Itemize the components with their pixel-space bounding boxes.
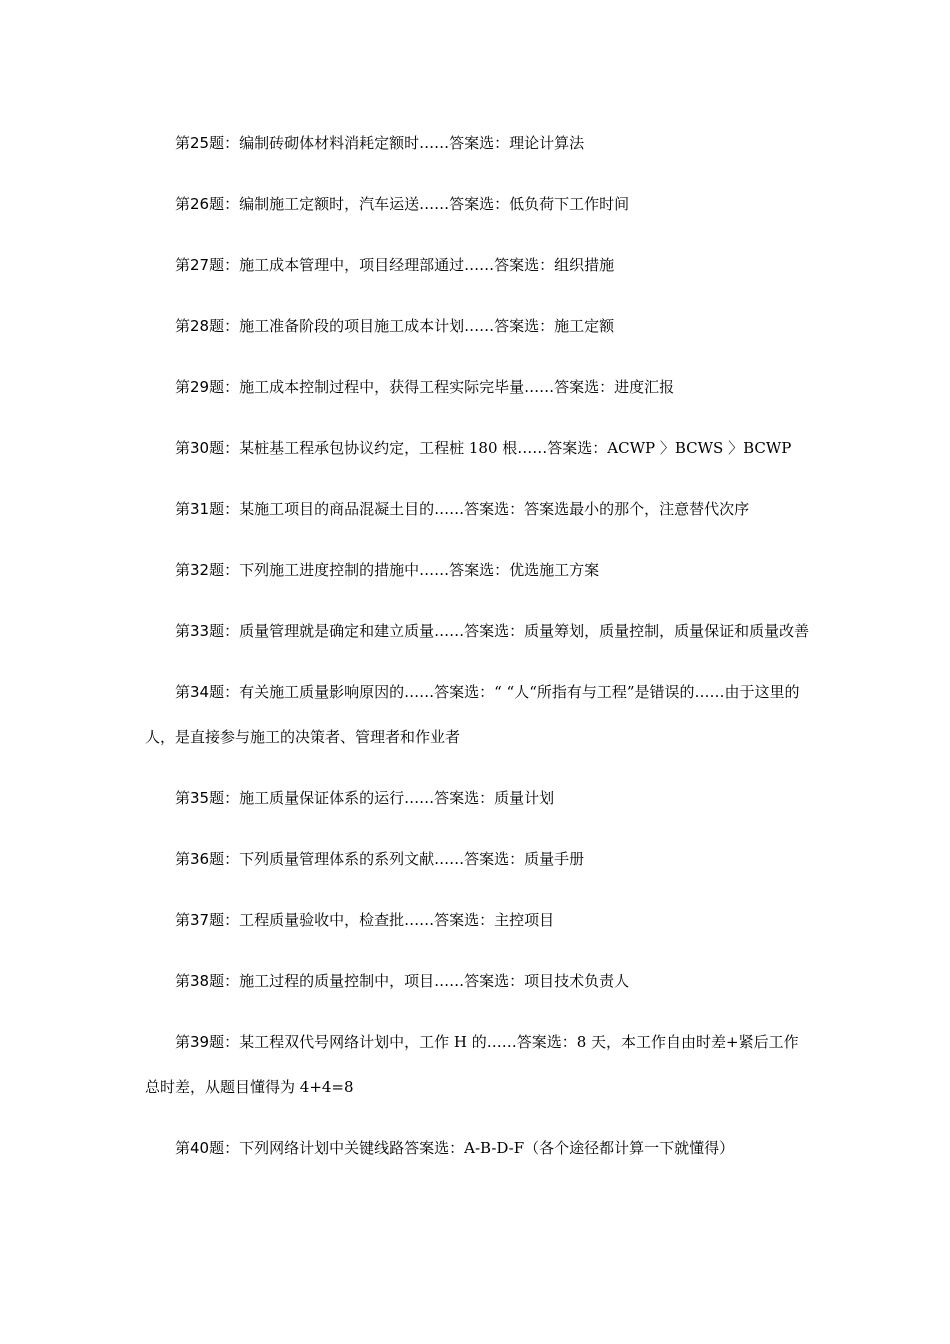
question-number: 27 — [190, 256, 210, 274]
answer-paragraph — [145, 243, 810, 288]
answer-paragraph — [145, 487, 810, 532]
answer-text: 题：下列施工进度控制的措施中……答案选：优选施工方案 — [209, 561, 600, 579]
answer-paragraph — [145, 304, 810, 349]
question-prefix: 第 — [175, 134, 191, 152]
question-number: 36 — [190, 850, 210, 868]
answer-text: 题：某施工项目的商品混凝土目的……答案选：答案选最小的那个，注意替代次序 — [209, 500, 750, 518]
question-prefix: 第 — [175, 195, 191, 213]
question-prefix: 第 — [175, 683, 191, 701]
question-number: 34 — [190, 683, 210, 701]
answer-text: 题：下列网络计划中关键线路答案选：A-B-D-F（各个途径都计算一下就懂得） — [209, 1139, 735, 1157]
answer-paragraph — [145, 1020, 810, 1110]
answer-paragraph — [145, 426, 810, 471]
question-number: 32 — [190, 561, 210, 579]
answer-paragraph — [145, 959, 810, 1004]
answer-text: 题：施工准备阶段的项目施工成本计划……答案选：施工定额 — [209, 317, 615, 335]
document-body — [145, 121, 810, 1187]
answer-text: 题：施工成本控制过程中，获得工程实际完毕量……答案选：进度汇报 — [209, 378, 675, 396]
answer-text: 题：质量管理就是确定和建立质量……答案选：质量筹划，质量控制，质量保证和质量改善 — [209, 622, 810, 640]
answer-paragraph — [145, 609, 810, 654]
answer-paragraph — [145, 121, 810, 166]
answer-paragraph — [145, 776, 810, 821]
question-prefix: 第 — [175, 622, 191, 640]
question-number: 38 — [190, 972, 210, 990]
question-prefix: 第 — [175, 850, 191, 868]
answer-text: 题：下列质量管理体系的系列文献……答案选：质量手册 — [209, 850, 585, 868]
question-prefix: 第 — [175, 500, 191, 518]
answer-text: 题：施工成本管理中，项目经理部通过……答案选：组织措施 — [209, 256, 615, 274]
question-prefix: 第 — [175, 561, 191, 579]
answer-text: 题：施工过程的质量控制中，项目……答案选：项目技术负责人 — [209, 972, 630, 990]
question-number: 37 — [190, 911, 210, 929]
question-number: 31 — [190, 500, 210, 518]
answer-text: 题：施工质量保证体系的运行……答案选：质量计划 — [209, 789, 555, 807]
question-number: 40 — [190, 1139, 210, 1157]
question-number: 39 — [190, 1033, 210, 1051]
answer-paragraph — [145, 898, 810, 943]
question-number: 25 — [190, 134, 210, 152]
question-prefix: 第 — [175, 1033, 191, 1051]
answer-paragraph — [145, 182, 810, 227]
question-number: 28 — [190, 317, 210, 335]
answer-text: 题：编制施工定额时，汽车运送……答案选：低负荷下工作时间 — [209, 195, 630, 213]
answer-paragraph — [145, 365, 810, 410]
question-prefix: 第 — [175, 317, 191, 335]
answer-text: 题：某桩基工程承包协议约定，工程桩 180 根……答案选：ACWP 〉BCWS 〉BCWP — [209, 439, 792, 457]
question-prefix: 第 — [175, 378, 191, 396]
question-prefix: 第 — [175, 972, 191, 990]
question-prefix: 第 — [175, 1139, 191, 1157]
answer-paragraph — [145, 670, 810, 760]
question-prefix: 第 — [175, 256, 191, 274]
question-prefix: 第 — [175, 789, 191, 807]
answer-text: 题：编制砖砌体材料消耗定额时……答案选：理论计算法 — [209, 134, 585, 152]
question-number: 35 — [190, 789, 210, 807]
question-prefix: 第 — [175, 439, 191, 457]
answer-text: 题：有关施工质量影响原因的……答案选：“ “人“所指有与工程”是错误的……由于这里的人，是直接参与施工的决策者、管理者和作业者 — [145, 683, 800, 746]
question-number: 33 — [190, 622, 210, 640]
question-prefix: 第 — [175, 911, 191, 929]
answer-paragraph — [145, 1126, 810, 1171]
answer-paragraph — [145, 837, 810, 882]
answer-text: 题：某工程双代号网络计划中，工作 H 的……答案选：8 天，本工作自由时差+紧后工作总时差，从题目懂得为 4+4=8 — [145, 1033, 799, 1096]
answer-text: 题：工程质量验收中，检查批……答案选：主控项目 — [209, 911, 555, 929]
question-number: 29 — [190, 378, 210, 396]
question-number: 26 — [190, 195, 210, 213]
question-number: 30 — [190, 439, 210, 457]
answer-paragraph — [145, 548, 810, 593]
